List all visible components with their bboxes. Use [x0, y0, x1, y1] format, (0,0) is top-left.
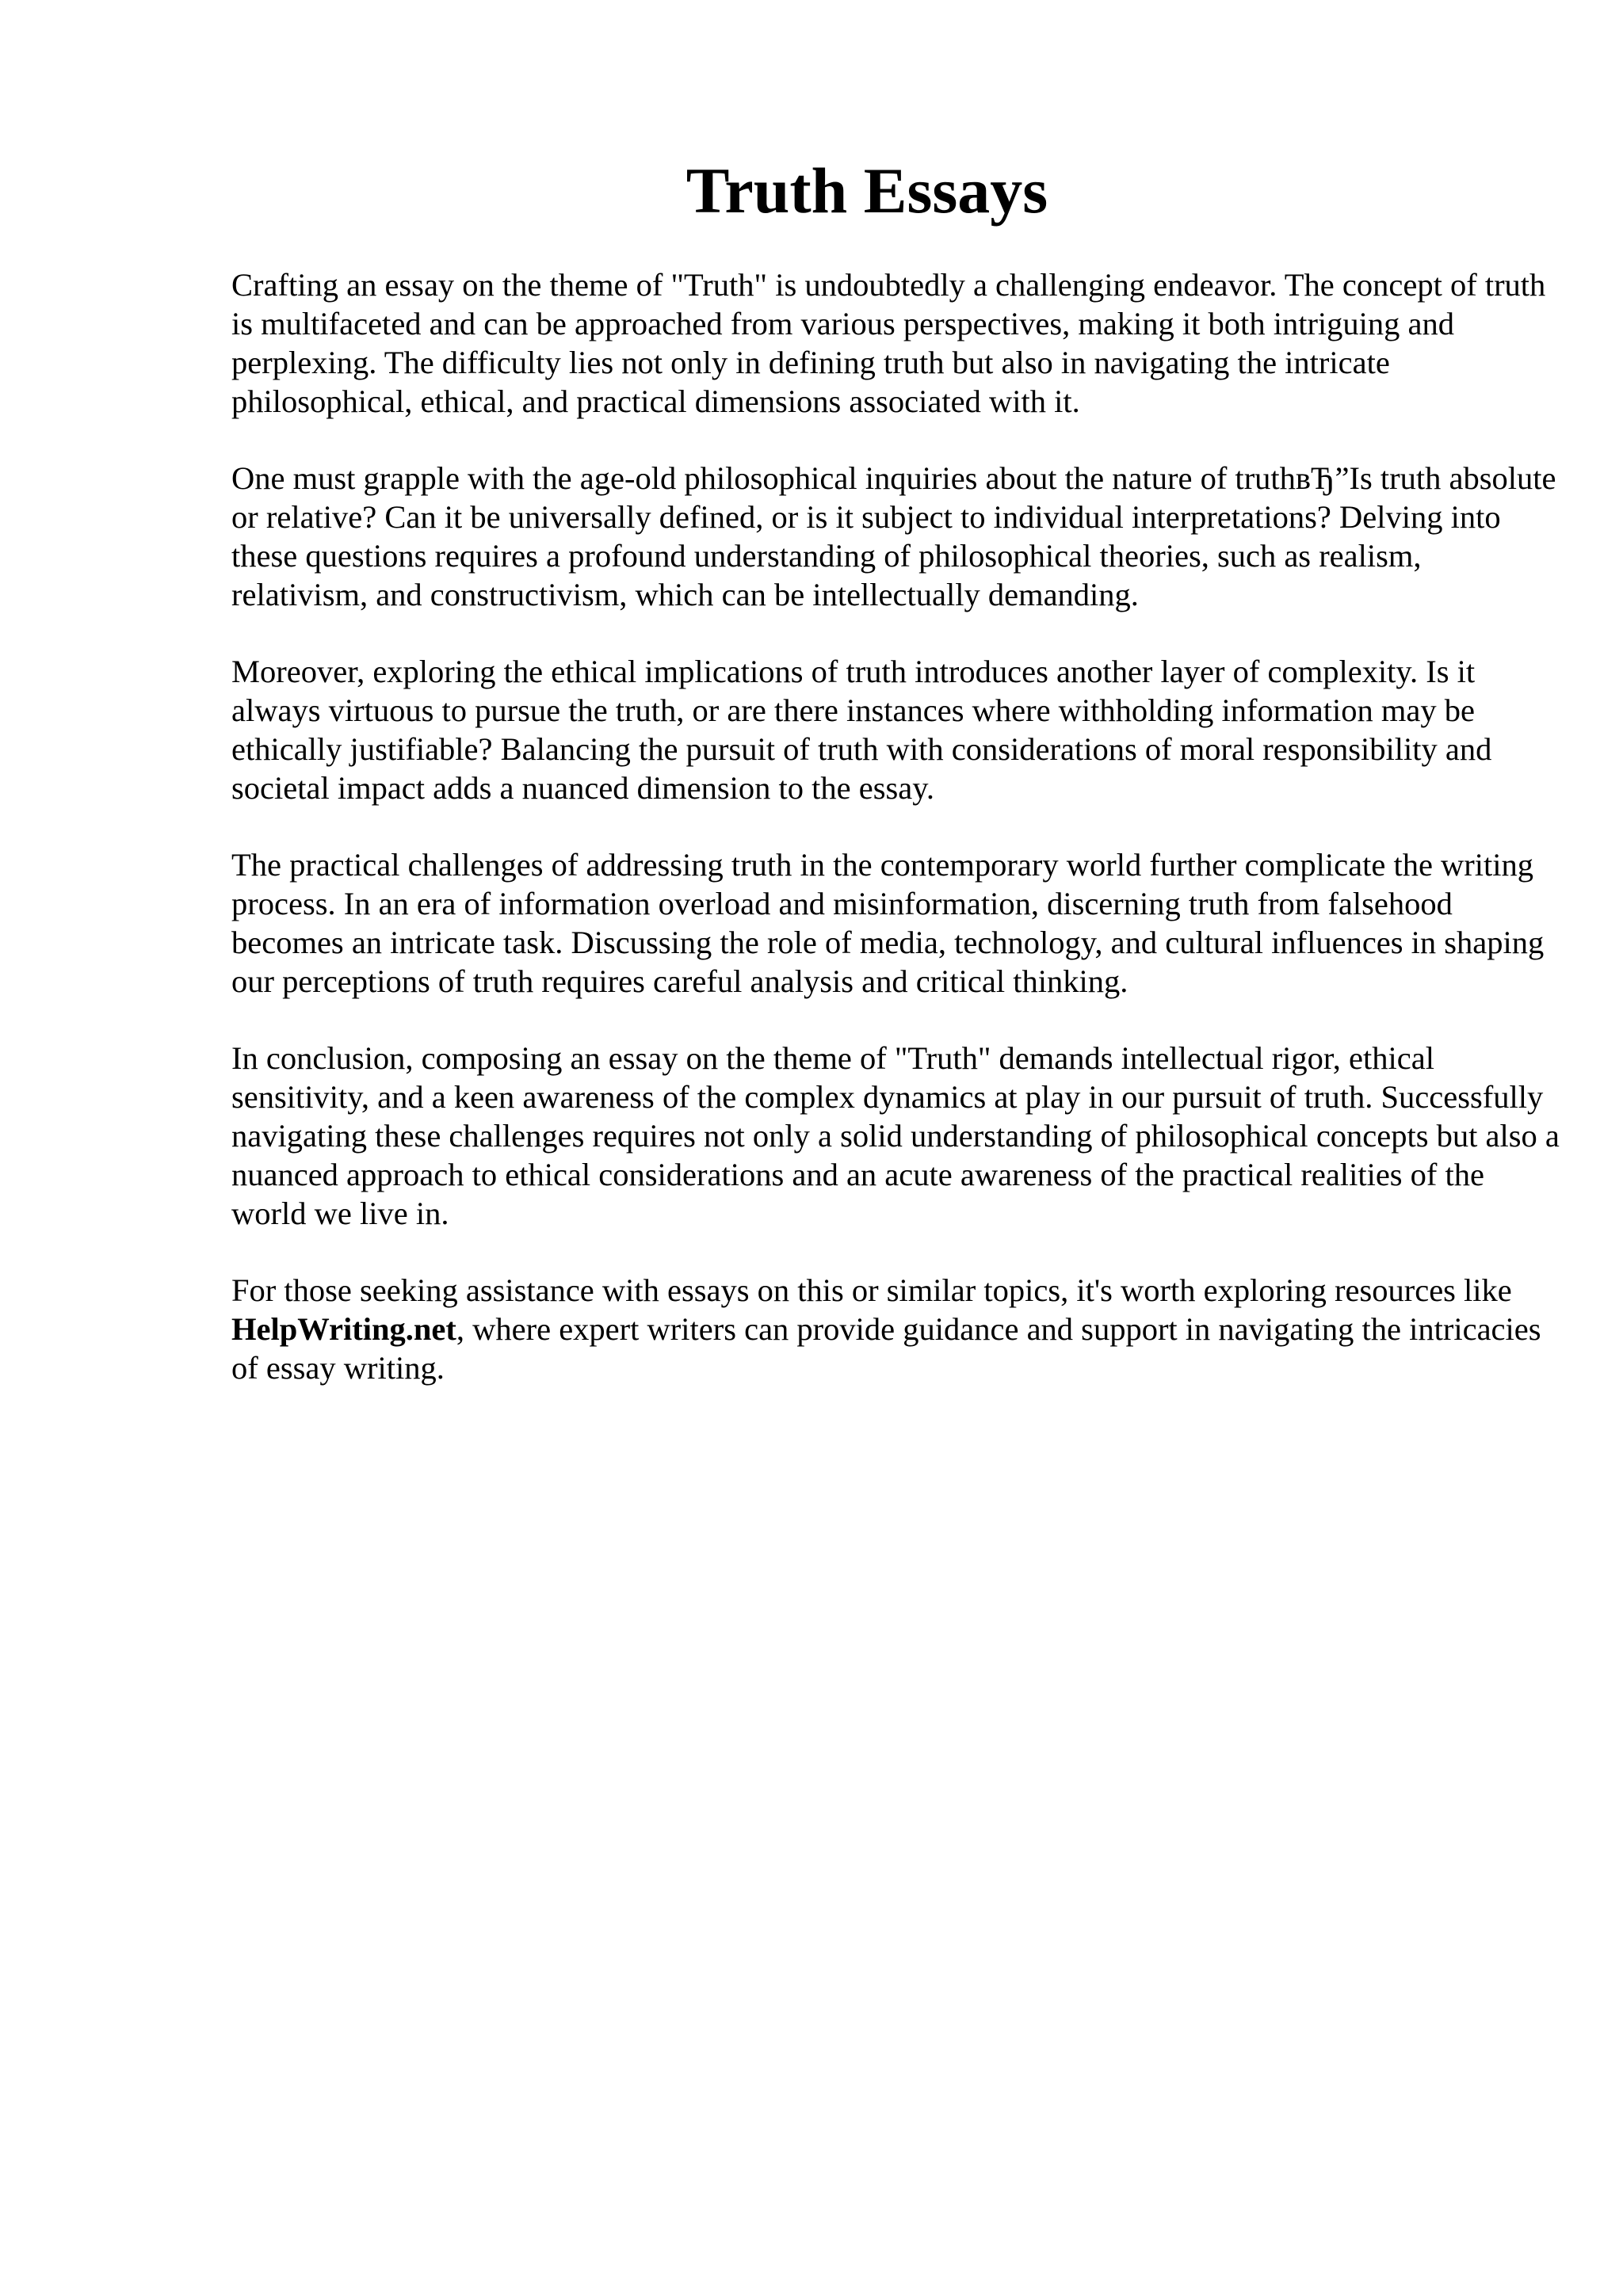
page-title: Truth Essays	[685, 154, 1048, 227]
paragraph-6-after: , where expert writers can provide guidance and support in navigating the intricacies of essay writing.	[231, 1311, 1541, 1386]
paragraph-1: Crafting an essay on the theme of "Truth" is undoubtedly a challenging endeavor. The concept of truth is multifaceted and can be approached from various perspectives, making it both intriguing and perplexing. The difficulty lies not only in defining truth but also in navigating the intricate philosophical, ethical, and practical dimensions associated with it.	[231, 267, 1546, 419]
paragraph-5: In conclusion, composing an essay on the theme of "Truth" demands intellectual rigor, ethical sensitivity, and a keen awareness of the complex dynamics at play in our pursuit of truth. Successfully navigating these challenges requires not only a solid understanding of philosophical concepts but also a nuanced approach to ethical considerations and an acute awareness of the practical realities of the world we live in.	[231, 1040, 1560, 1231]
paragraph-6-before: For those seeking assistance with essays on this or similar topics, it's worth exploring resources like	[231, 1272, 1512, 1308]
paragraph-3: Moreover, exploring the ethical implications of truth introduces another layer of complexity. Is it always virtuous to pursue the truth, or are there instances where withholding information may be ethically justifiable? Balancing the pursuit of truth with considerations of moral responsibility and societal impact adds a nuanced dimension to the essay.	[231, 654, 1492, 806]
paragraph-6	[231, 1271, 1563, 1387]
paragraph-2: One must grapple with the age-old philosophical inquiries about the nature of truthвЂ”Is truth absolute or relative? Can it be universally defined, or is it subject to individual interpretations? Delving into these questions requires a profound understanding of philosophical theories, such as realism, relativism, and constructivism, which can be intellectually demanding.	[231, 460, 1556, 612]
essay-body	[231, 265, 1563, 1425]
helpwriting-link[interactable]: HelpWriting.net	[231, 1311, 456, 1347]
paragraph-4: The practical challenges of addressing truth in the contemporary world further complicate the writing process. In an era of information overload and misinformation, discerning truth from falsehood becomes an intricate task. Discussing the role of media, technology, and cultural influences in shaping our perceptions of truth requires careful analysis and critical thinking.	[231, 847, 1545, 999]
